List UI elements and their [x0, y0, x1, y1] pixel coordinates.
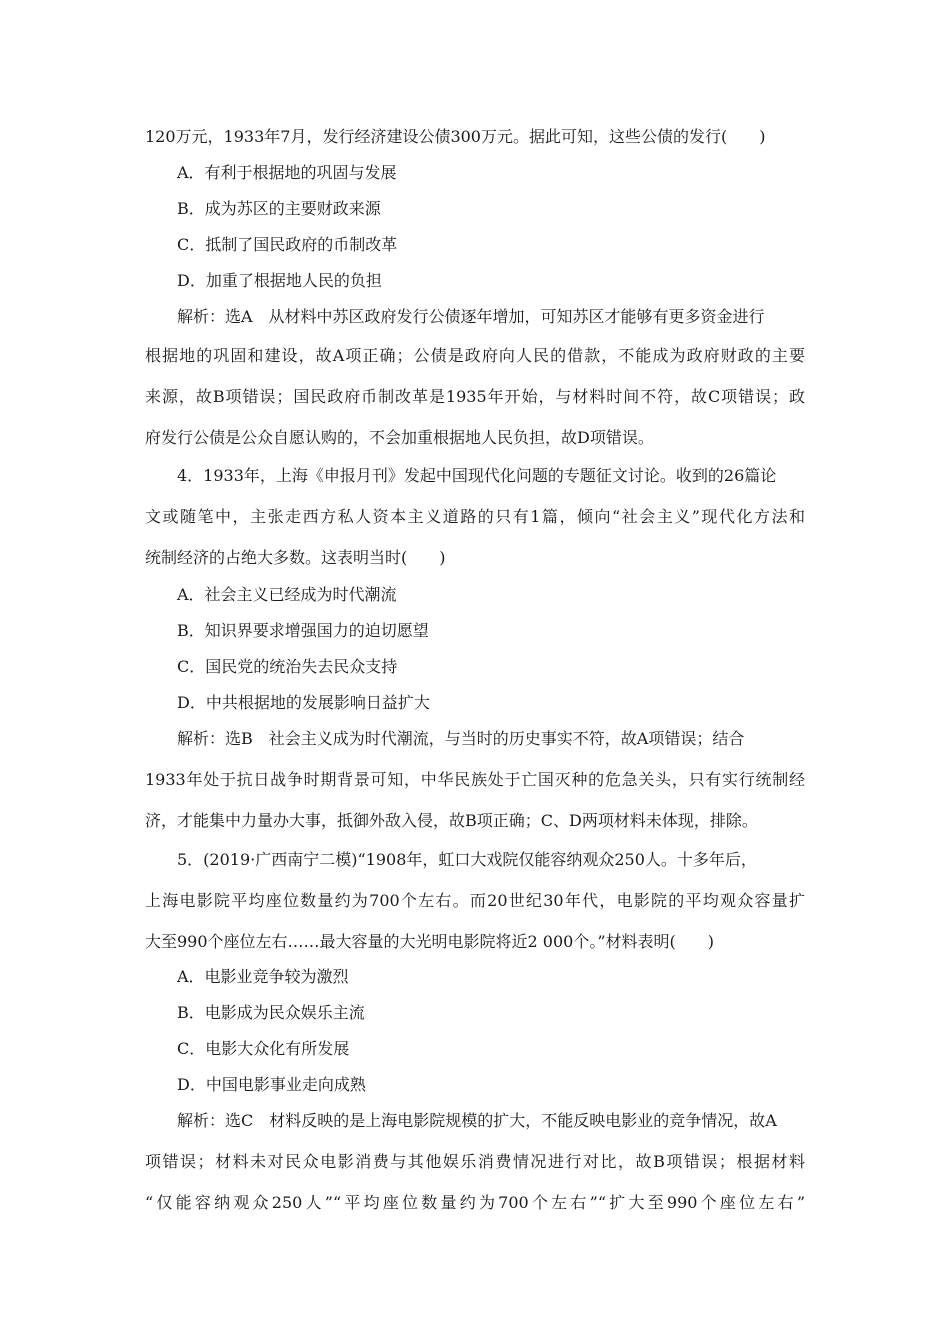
q4-option-a: A．社会主义已经成为时代潮流 — [177, 585, 397, 604]
q5-option-d: D．中国电影事业走向成熟 — [177, 1075, 366, 1094]
q5-analysis-line-1: 解析：选C 材料反映的是上海电影院规模的扩大，不能反映电影业的竞争情况，故A — [177, 1111, 777, 1130]
q4-stem-line-1: 4．1933年，上海《申报月刊》发起中国现代化问题的专题征文讨论。收到的26篇论 — [177, 466, 777, 485]
q4-option-d: D．中共根据地的发展影响日益扩大 — [177, 693, 430, 712]
q3-option-a: A．有利于根据地的巩固与发展 — [177, 163, 397, 182]
q3-option-b: B．成为苏区的主要财政来源 — [177, 199, 381, 218]
q5-stem-line-3: 大至990个座位左右……最大容量的大光明电影院将近2 000个。”材料表明( ) — [145, 932, 715, 951]
q5-option-c: C．电影大众化有所发展 — [177, 1039, 350, 1058]
q5-stem-line-1: 5．(2019·广西南宁二模)“1908年，虹口大戏院仅能容纳观众250人。十多年后， — [177, 850, 757, 869]
q3-analysis-line-4: 府发行公债是公众自愿认购的，不会加重根据地人民负担，故D项错误。 — [145, 428, 654, 447]
q3-stem-tail: 120万元，1933年7月，发行经济建设公债300万元。据此可知，这些公债的发行( ) — [145, 127, 766, 146]
q4-stem-line-2: 文或随笔中，主张走西方私人资本主义道路的只有1篇，倾向“社会主义”现代化方法和 — [145, 507, 805, 526]
q4-analysis-line-1: 解析：选B 社会主义成为时代潮流，与当时的历史事实不符，故A项错误；结合 — [177, 729, 745, 748]
q3-analysis-line-3: 来源，故B项错误；国民政府币制改革是1935年开始，与材料时间不符，故C项错误；政 — [145, 387, 805, 406]
q4-option-b: B．知识界要求增强国力的迫切愿望 — [177, 621, 429, 640]
q3-analysis-line-2: 根据地的巩固和建设，故A项正确；公债是政府向人民的借款，不能成为政府财政的主要 — [145, 346, 805, 365]
q4-analysis-line-3: 济，才能集中力量办大事，抵御外敌入侵，故B项正确；C、D两项材料未体现，排除。 — [145, 811, 758, 830]
q4-option-c: C．国民党的统治失去民众支持 — [177, 657, 398, 676]
q4-stem-line-3: 统制经济的占绝大多数。这表明当时( ) — [145, 548, 446, 567]
q4-analysis-line-2: 1933年处于抗日战争时期背景可知，中华民族处于亡国灭种的危急关头，只有实行统制经 — [145, 770, 805, 789]
q5-analysis-line-3: “仅能容纳观众250人”“平均座位数量约为700个左右”“扩大至990个座位左右” — [145, 1193, 805, 1212]
q5-option-a: A．电影业竞争较为激烈 — [177, 967, 349, 986]
q3-analysis-line-1: 解析：选A 从材料中苏区政府发行公债逐年增加，可知苏区才能够有更多资金进行 — [177, 307, 765, 326]
q5-analysis-line-2: 项错误；材料未对民众电影消费与其他娱乐消费情况进行对比，故B项错误；根据材料 — [145, 1152, 805, 1171]
q5-option-b: B．电影成为民众娱乐主流 — [177, 1003, 365, 1022]
q5-stem-line-2: 上海电影院平均座位数量约为700个左右。而20世纪30年代，电影院的平均观众容量扩 — [145, 891, 805, 910]
q3-option-c: C．抵制了国民政府的币制改革 — [177, 235, 398, 254]
q3-option-d: D．加重了根据地人民的负担 — [177, 271, 382, 290]
